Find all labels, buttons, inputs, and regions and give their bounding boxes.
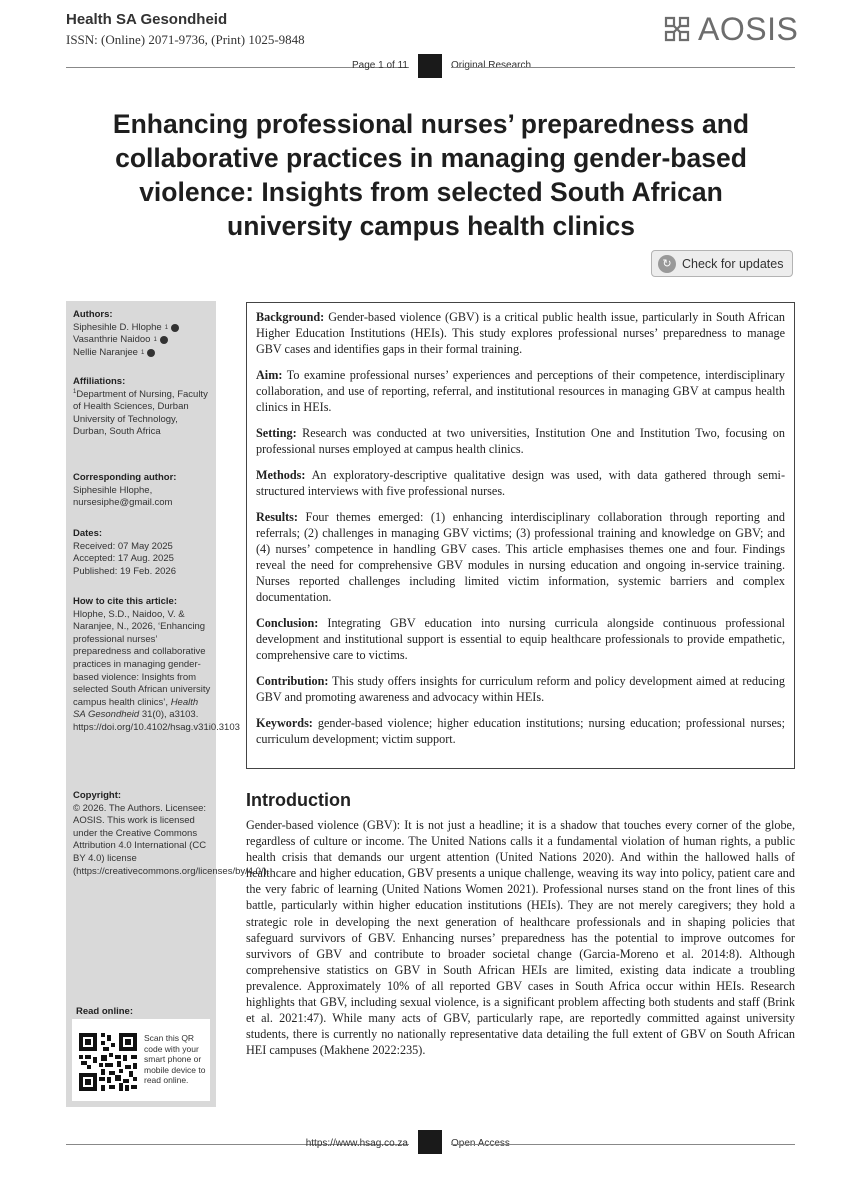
check-for-updates-label: Check for updates [682, 256, 784, 271]
header-marker [418, 54, 442, 78]
dates-heading: Dates: [73, 528, 103, 539]
abstract-keywords [256, 715, 785, 747]
abstract-text: gender-based violence; higher education institutions; nursing education; professional nurses; curriculum development; victim support. [256, 716, 785, 746]
abstract-contribution [256, 673, 785, 705]
citation-section [73, 596, 240, 735]
citation-doi[interactable]: 31(0), a3103. https://doi.org/10.4102/hsag.v31i0.3103 [73, 709, 240, 733]
abstract-text: Research was conducted at two universities, Institution One and Institution Two, focusing on professional nurses employed at campus health clinics. [256, 426, 785, 456]
copyright-heading: Copyright: [73, 790, 122, 801]
journal-name: Health SA Gesondheid [66, 11, 228, 28]
abstract-setting [256, 425, 785, 457]
abstract-label: Keywords: [256, 716, 313, 730]
abstract-conclusion [256, 615, 785, 663]
footer-marker [418, 1130, 442, 1154]
corresponding-section [73, 472, 213, 510]
authors-section [73, 309, 213, 359]
affiliation-text [73, 389, 213, 439]
abstract-label: Results: [256, 510, 298, 524]
orcid-icon[interactable] [147, 349, 155, 357]
affiliations-heading: Affiliations: [73, 376, 126, 387]
abstract-label: Setting: [256, 426, 297, 440]
abstract-text: To examine professional nurses’ experiences and perceptions of their competence, interdisciplinary collaboration, and use of reporting, referral, and institutional resources in managing GBV at campus health clinics in HEIs. [256, 368, 785, 414]
date-received: Received: 07 May 2025 [73, 540, 173, 552]
citation-text [73, 608, 240, 735]
author-name: Vasanthrie Naidoo [73, 334, 151, 346]
orcid-icon[interactable] [171, 324, 179, 332]
date-accepted: Accepted: 17 Aug. 2025 [73, 553, 174, 565]
page-label: Page 1 of 11 [352, 60, 408, 71]
publisher-logo [662, 11, 799, 47]
author-name: Nellie Naranjee [73, 346, 138, 358]
affiliations-section [73, 376, 213, 439]
read-online-heading: Read online: [76, 1006, 134, 1017]
read-online-instructions: Scan this QR code with your smart phone or mobile device to read online. [144, 1033, 206, 1085]
aosis-logo-icon [662, 14, 692, 44]
article-title: Enhancing professional nurses’ preparedness and collaborative practices in managing gender-based violence: Insights from selected South African university campus health clinics [112, 109, 750, 241]
qr-code-icon[interactable] [77, 1031, 139, 1093]
author-item[interactable]: Siphesihle D. Hlophe 1 [73, 322, 213, 335]
article-type: Original Research [451, 60, 532, 71]
author-item[interactable]: Vasanthrie Naidoo 1 [73, 334, 213, 347]
refresh-icon: ↻ [658, 255, 676, 273]
citation-heading: How to cite this article: [73, 596, 177, 607]
abstract-results [256, 509, 785, 605]
author-item[interactable]: Nellie Naranjee 1 [73, 347, 213, 360]
abstract-label: Aim: [256, 368, 283, 382]
abstract-methods [256, 467, 785, 499]
abstract-label: Methods: [256, 468, 306, 482]
copyright-section [73, 790, 270, 878]
footer-divider-right [451, 1144, 795, 1145]
corresponding-name: Siphesihle Hlophe, [73, 484, 153, 496]
abstract-label: Conclusion: [256, 616, 319, 630]
footer-access-label: Open Access [451, 1138, 510, 1149]
abstract-aim [256, 367, 785, 415]
affiliation-value: Department of Nursing, Faculty of Health Sciences, Durban University of Technology, Durban, South Africa [73, 388, 208, 438]
authors-heading: Authors: [73, 309, 113, 320]
issn: ISSN: (Online) 2071-9736, (Print) 1025-9848 [66, 32, 305, 47]
introduction-paragraph: Gender-based violence (GBV): It is not just a headline; it is a shadow that touches every corner of the globe, regardless of culture or income. The United Nations calls it a fundamental violation of human rights, a public health crisis that demands our urgent attention (United Nations 2020). And within the hallowed halls of healthcare and higher education, GBV presents a unique challenge, weaving its way into policy, patient care and the very fabric of learning (United Nations Women 2021). Professional nurses stand on the front lines of this battle, particularly within higher education institutions (HEIs). They are not merely caregivers; they hold a strategic role in developing the next generation of healthcare professionals and in shaping policies that safeguard survivors of GBV. Enhancing nurses’ preparedness has the potential to improve outcomes for survivors of GBV and contribute to broader societal change (Garcia-Moreno et al. 2014:8). Although comprehensive statistics on GBV in South African HEIs are limited, existing data indicate a troubling prevalence. Approximately 10% of all reported GBV cases in South Africa occur within HEIs. Research highlights that GBV, including sexual violence, is a significant problem affecting both students and staff (Brink et al. 2021:47). While many acts of GBV, particularly rape, are reportedly committed against university students, there is currently no nationally representative data detailing the full extent of GBV on South African HEI campuses (Makhene 2022:235). [246, 818, 795, 1058]
abstract-text: An exploratory-descriptive qualitative design was used, with data gathered through semi-structured interviews with five professional nurses. [256, 468, 785, 498]
abstract-label: Background: [256, 310, 325, 324]
date-published: Published: 19 Feb. 2026 [73, 565, 176, 577]
dates-section [73, 528, 213, 578]
footer-url-link[interactable]: https://www.hsag.co.za [305, 1138, 408, 1149]
section-heading: Introduction [246, 790, 351, 810]
corresponding-email[interactable]: nursesiphe@gmail.com [73, 497, 173, 509]
copyright-text: © 2026. The Authors. Licensee: AOSIS. This work is licensed under the Creative Commons Attribution 4.0 International (CC BY 4.0) license (https://creativecommons.org/licenses/by/4.0/). [73, 802, 270, 877]
author-name: Siphesihle D. Hlophe [73, 321, 162, 333]
affiliation-sup: 1 [73, 388, 77, 395]
logo-text: AOSIS [698, 11, 799, 47]
abstract-text: This study offers insights for curriculum reform and policy development aimed at reducing GBV and promoting awareness and advocacy within HEIs. [256, 674, 785, 704]
header-divider-right [451, 67, 795, 68]
abstract-text: Four themes emerged: (1) enhancing interdisciplinary collaboration through reporting and referrals; (2) challenges in managing GBV victims; (3) professional training and knowledge on GBV; and (4) nurses’ competence in handling GBV cases. This article emphasises themes one and four. Findings reveal the need for comprehensive GBV modules in nursing education and ongoing in-service training. Nurses reported challenges including limited victim information, systemic barriers and complex documentation. [256, 510, 785, 604]
check-for-updates-button[interactable] [651, 250, 793, 277]
abstract-label: Contribution: [256, 674, 329, 688]
corresponding-heading: Corresponding author: [73, 472, 177, 483]
abstract-text: Integrating GBV education into nursing curricula alongside continuous professional development and institutional support is essential to equip healthcare professionals to provide empathetic, comprehensive care to victims. [256, 616, 785, 662]
abstract-background [256, 309, 785, 357]
citation-body: Hlophe, S.D., Naidoo, V. & Naranjee, N., 2026, ‘Enhancing professional nurses’ preparedness and collaborative practices in managing gender-based violence: Insights from selected South African university campus health clinics’, [73, 608, 211, 708]
abstract-text: Gender-based violence (GBV) is a critical public health issue, particularly in South African Higher Education Institutions (HEIs). This study explores professional nurses’ preparedness to manage GBV cases and identifies gaps in their formal training. [256, 310, 785, 356]
abstract-box [246, 302, 795, 769]
read-online-panel [72, 1006, 210, 1101]
orcid-icon[interactable] [160, 336, 168, 344]
citation-journal: Health SA Gesondheid [73, 696, 199, 721]
